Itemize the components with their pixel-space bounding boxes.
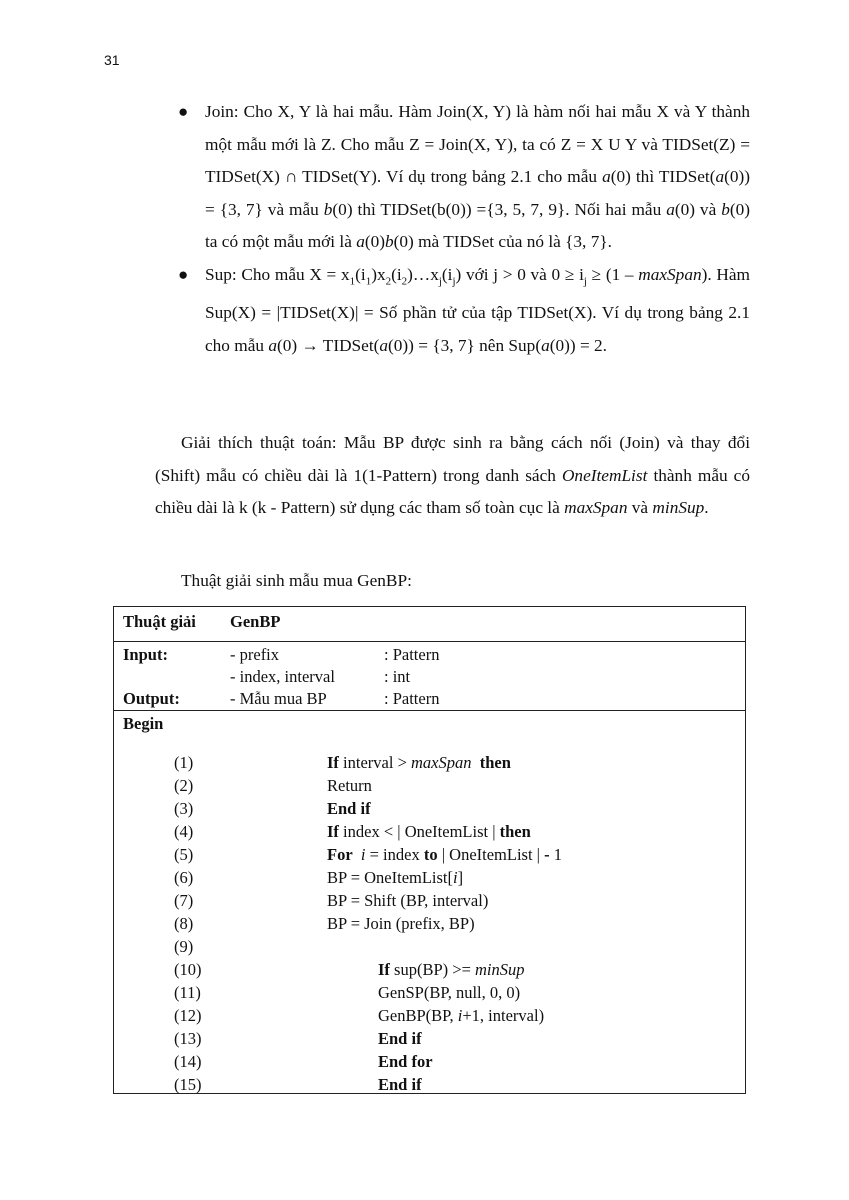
sup-text: Sup: Cho mẫu $X = x_1(i_1)x_2(i_2)\dots x_j(i_j)$ với j > 0 và $0 \ge i_j \ge (1$ – maxSpan). Hàm Sup(X) = |TIDSet(X)| = Số phần tử của tập TIDSet(X). Ví dụ trong bảng 2.1 cho mẫu a(0) → TIDSet(a(0)) = {3, 7} nên Sup(a(0)) = 2. [205, 264, 750, 355]
code-line: GenBP(BP, i+1, interval) [378, 1006, 545, 1025]
step-number: (6) [174, 868, 194, 887]
algorithm-header-row [114, 607, 745, 642]
code-line: End if [378, 1029, 422, 1048]
bullet-icon: ● [178, 264, 189, 284]
param-name: - prefix [230, 645, 280, 664]
param-name: - index, interval [230, 667, 335, 686]
code-line: BP = Join (prefix, BP) [327, 914, 475, 933]
code-line: End if [378, 1075, 422, 1094]
param-type: : int [384, 667, 411, 686]
step-number: (13) [174, 1029, 202, 1048]
bullet-icon: ● [178, 102, 189, 121]
code-line: If index < | OneItemList | then [327, 822, 531, 841]
step-number: (9) [174, 937, 194, 956]
param-name: - Mẫu mua BP [230, 689, 327, 708]
code-line: End for [378, 1052, 433, 1071]
step-number: (12) [174, 1006, 202, 1025]
code-line: If sup(BP) >= minSup [378, 960, 525, 979]
join-text: Join: Cho X, Y là hai mẫu. Hàm Join(X, Y) là hàm nối hai mẫu X và Y thành một mẫu mới là Z. Cho mẫu Z = Join(X, Y), ta có Z = X U Y và TIDSet(Z) = TIDSet(X) ∩ TIDSet(Y). Ví dụ trong bảng 2.1 cho mẫu a(0) thì TIDSet(a(0)) = {3, 7} và mẫu b(0) thì TIDSet(b(0)) ={3, 5, 7, 9}. Nối hai mẫu a(0) và b(0) ta có một mẫu mới là a(0)b(0) mà TIDSet của nó là {3, 7}. [205, 102, 751, 251]
param-type: : Pattern [384, 689, 440, 708]
algorithm-table [113, 606, 746, 1094]
step-number: (8) [174, 914, 194, 933]
step-number: (1) [174, 753, 194, 772]
header-label: Thuật giải [123, 612, 196, 631]
definition-list [178, 96, 750, 362]
list-item-join [178, 96, 750, 259]
code-line: BP = Shift (BP, interval) [327, 891, 489, 910]
code-line: Return [327, 776, 372, 795]
list-item-sup [178, 259, 750, 363]
page-number: 31 [104, 52, 120, 68]
algorithm-explanation: Giải thích thuật toán: Mẫu BP được sinh ra bằng cách nối (Join) và thay đổi (Shift) mẫu có chiều dài là 1(1-Pattern) trong danh sách OneItemList thành mẫu có chiều dài là k (k - Pattern) sử dụng các tham số toàn cục là maxSpan và minSup. [155, 433, 750, 517]
input-label: Input: [123, 645, 168, 664]
code-line: End if [327, 799, 371, 818]
io-row [114, 641, 745, 711]
code-line: BP = OneItemList[i] [327, 868, 464, 887]
step-number: (10) [174, 960, 202, 979]
param-type: : Pattern [384, 645, 440, 664]
code-line: For i = index to | OneItemList | - 1 [327, 845, 562, 864]
step-number: (4) [174, 822, 194, 841]
step-number: (2) [174, 776, 194, 795]
step-number: (7) [174, 891, 194, 910]
code-line: GenSP(BP, null, 0, 0) [378, 983, 521, 1002]
step-number: (5) [174, 845, 194, 864]
code-line: If interval > maxSpan then [327, 753, 511, 772]
algorithm-intro: Thuật giải sinh mẫu mua GenBP: [181, 571, 412, 590]
output-label: Output: [123, 689, 180, 708]
step-number: (15) [174, 1075, 202, 1094]
step-number: (11) [174, 983, 201, 1002]
begin-keyword: Begin [123, 714, 164, 733]
algorithm-name: GenBP [230, 612, 281, 631]
step-number: (14) [174, 1052, 202, 1071]
step-number: (3) [174, 799, 194, 818]
